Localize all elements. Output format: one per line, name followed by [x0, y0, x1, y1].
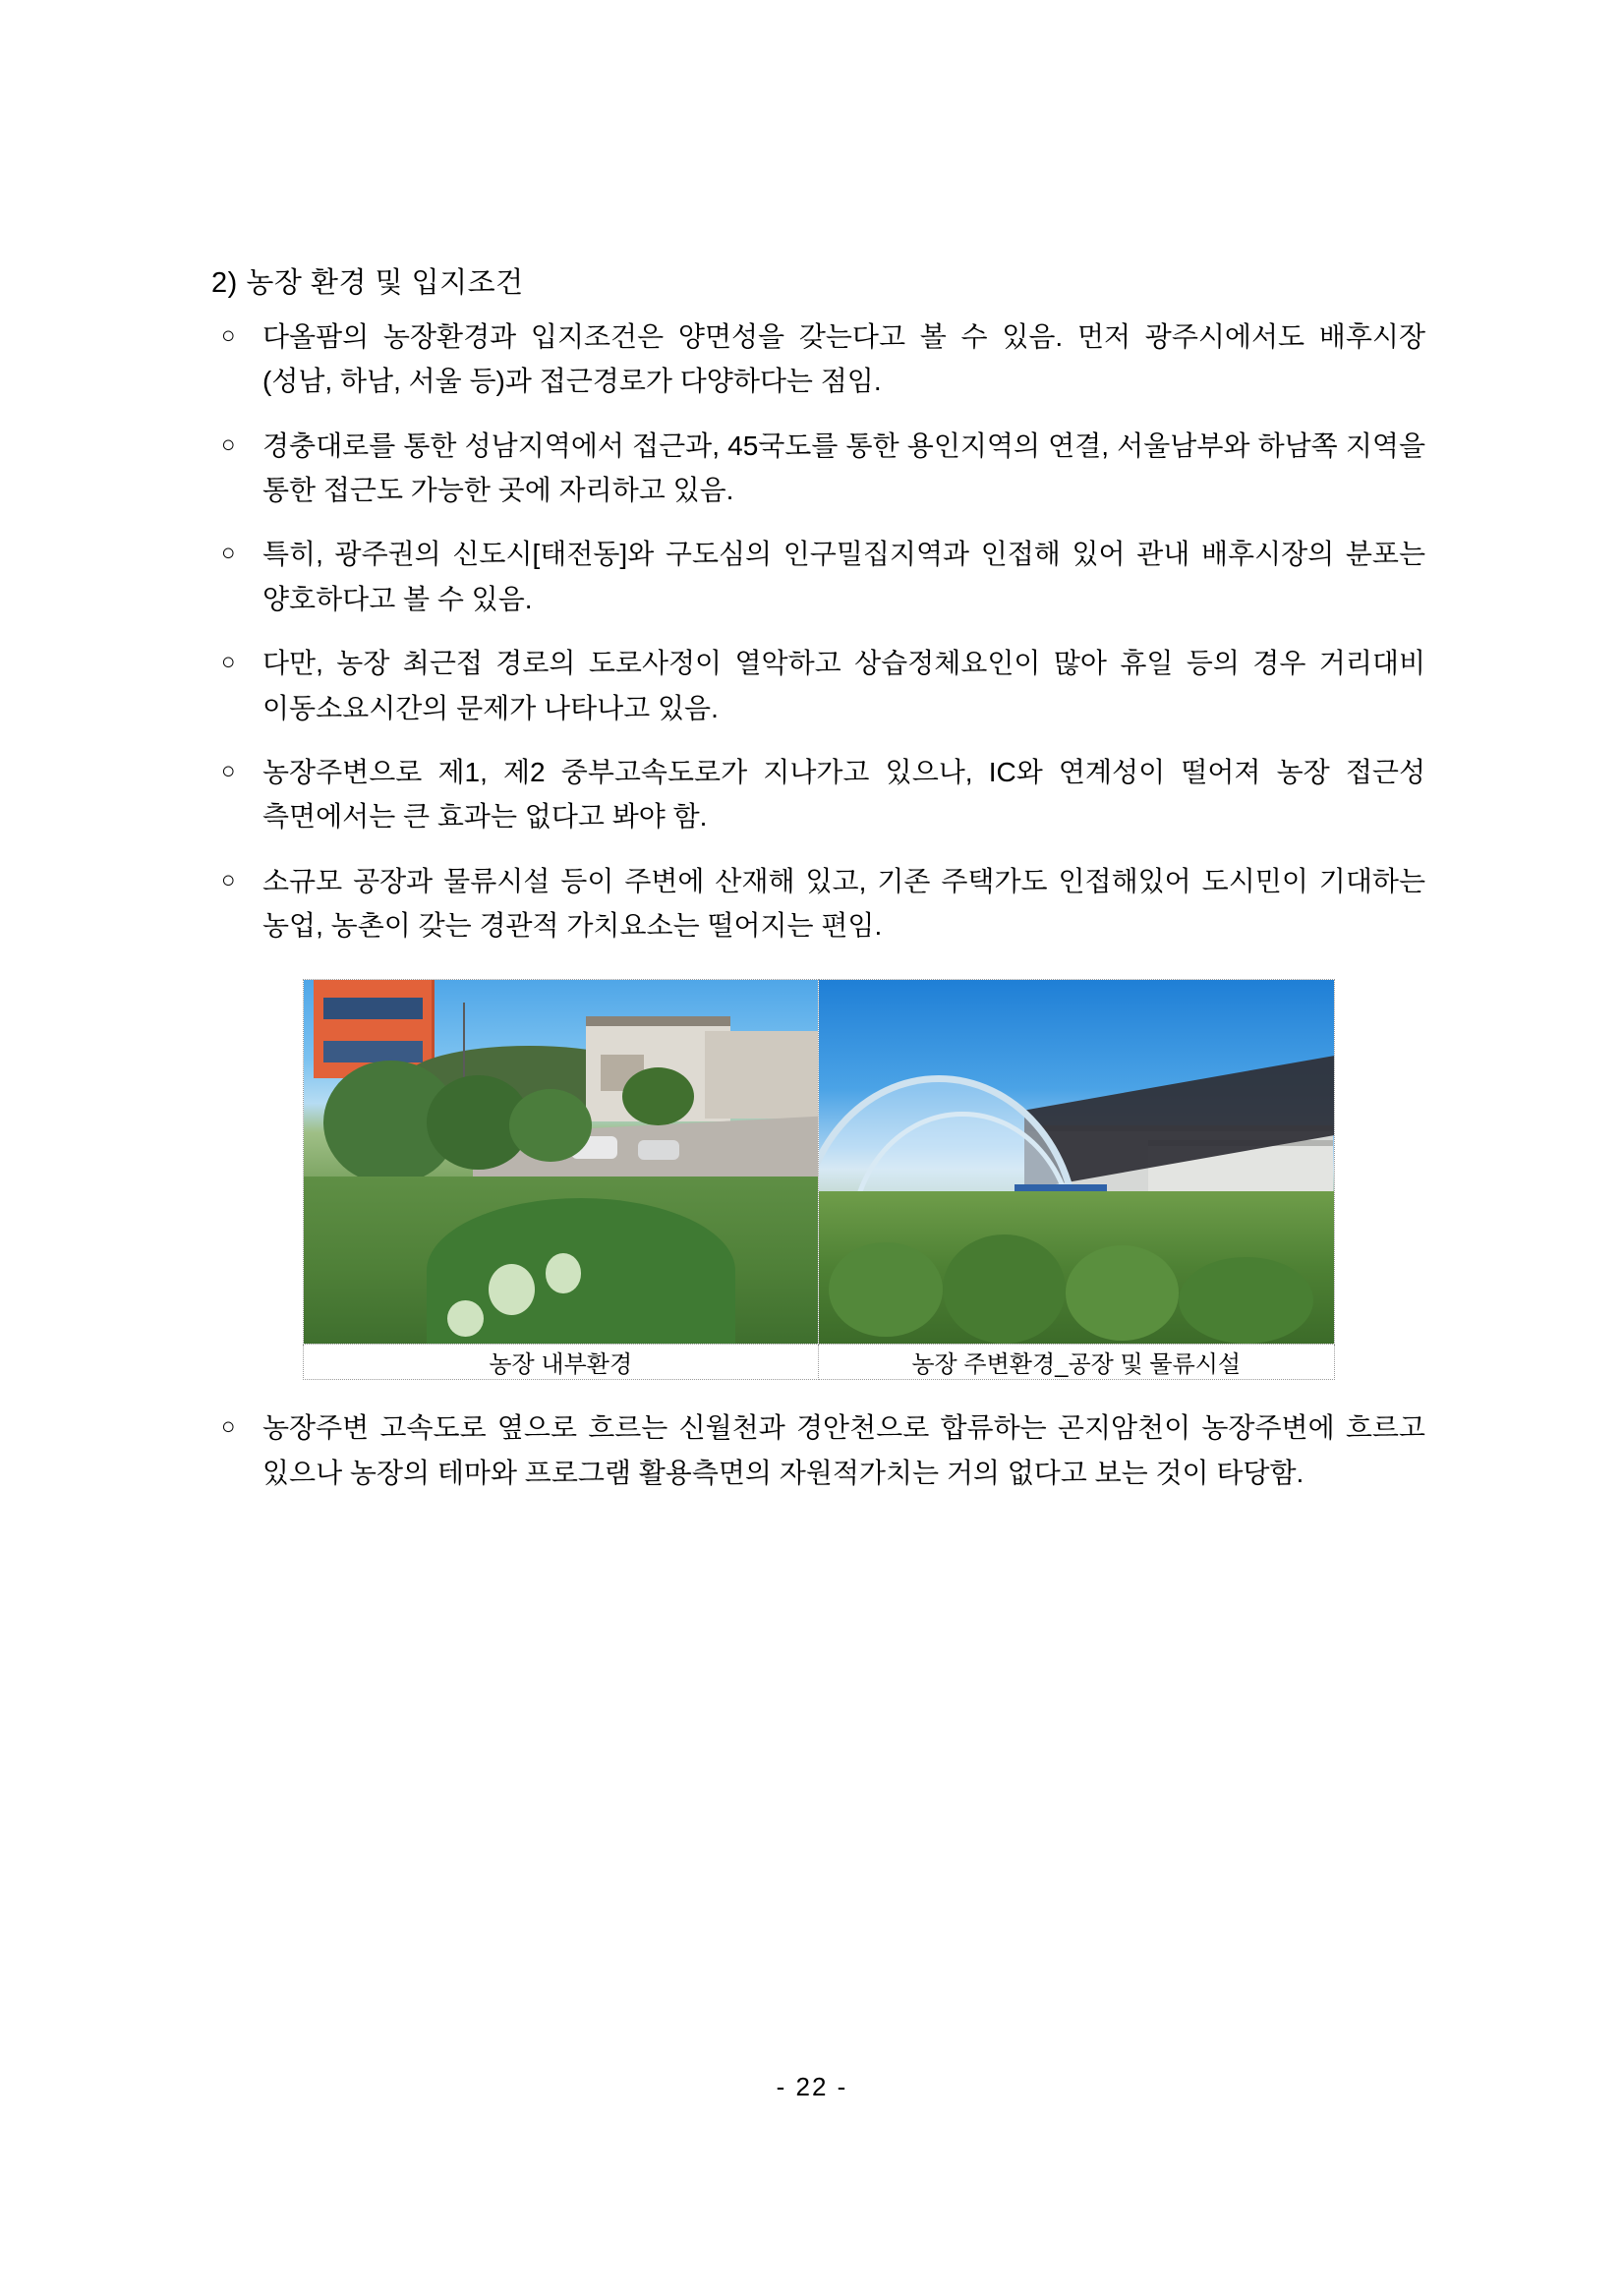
bullet-list-primary — [211, 315, 1425, 947]
list-item-text: 소규모 공장과 물류시설 등이 주변에 산재해 있고, 기존 주택가도 인접해있어 도시민이 기대하는 농업, 농촌이 갖는 경관적 가치요소는 떨어지는 편임. — [262, 865, 1425, 941]
list-item — [211, 641, 1425, 730]
bullet-marker-icon: ○ — [221, 322, 236, 349]
figure-cell-right — [819, 980, 1335, 1345]
car-shape — [638, 1140, 679, 1160]
figure-table — [303, 979, 1335, 1380]
list-item-text: 경충대로를 통한 성남지역에서 접근과, 45국도를 통한 용인지역의 연결, 서울남부와 하남쪽 지역을 통한 접근도 가능한 곳에 자리하고 있음. — [262, 430, 1425, 506]
list-item — [211, 424, 1425, 513]
list-item — [211, 1406, 1425, 1495]
bullet-marker-icon: ○ — [221, 540, 236, 567]
bullet-marker-icon: ○ — [221, 430, 236, 458]
bullet-marker-icon: ○ — [221, 1413, 236, 1441]
leaf-shape — [829, 1242, 942, 1337]
bullet-list-secondary — [211, 1406, 1425, 1495]
list-item-text: 농장주변으로 제1, 제2 중부고속도로가 지나가고 있으나, IC와 연계성이 떨어져 농장 접근성 측면에서는 큰 효과는 없다고 봐야 함. — [262, 756, 1425, 832]
flower-shape — [447, 1300, 484, 1337]
section-heading: 2) 농장 환경 및 입지조건 — [211, 267, 524, 299]
farm-surroundings-photo — [819, 980, 1334, 1344]
figure-cell-left — [303, 980, 819, 1345]
white-building-shape-2 — [705, 1031, 818, 1119]
flower-shape — [546, 1253, 582, 1293]
figure-caption-right: 농장 주변환경_공장 및 물류시설 — [819, 1345, 1335, 1380]
list-item — [211, 532, 1425, 621]
list-item-text: 다만, 농장 최근접 경로의 도로사정이 열악하고 상습정체요인이 많아 휴일 등의 경우 거리대비 이동소요시간의 문제가 나타나고 있음. — [262, 648, 1425, 723]
figure-block — [211, 979, 1425, 1380]
list-item-text: 다올팜의 농장환경과 입지조건은 양면성을 갖는다고 볼 수 있음. 먼저 광주시에서도 배후시장(성남, 하남, 서울 등)과 접근경로가 다양하다는 점임. — [262, 321, 1425, 397]
list-item-text: 농장주변 고속도로 옆으로 흐르는 신월천과 경안천으로 합류하는 곤지암천이 농장주변에 흐르고 있으나 농장의 테마와 프로그램 활용측면의 자원적가치는 거의 없다고 보는 것이 타당함. — [262, 1412, 1425, 1488]
bullet-marker-icon: ○ — [221, 649, 236, 676]
leaf-shape — [943, 1234, 1067, 1344]
list-item — [211, 859, 1425, 948]
figure-caption-left: 농장 내부환경 — [303, 1345, 819, 1380]
farm-interior-photo — [304, 980, 819, 1344]
list-item — [211, 750, 1425, 839]
page-content — [211, 260, 1425, 1495]
flower-shape — [489, 1264, 535, 1315]
bullet-marker-icon: ○ — [221, 757, 236, 784]
tree-shape — [509, 1089, 592, 1162]
leaf-shape — [1066, 1245, 1179, 1340]
list-item — [211, 315, 1425, 404]
antenna-pole-shape — [463, 1003, 465, 1082]
page-number: - 22 - — [776, 2072, 848, 2101]
leaf-shape — [1179, 1257, 1312, 1345]
list-item-text: 특히, 광주권의 신도시[태전동]와 구도심의 인구밀집지역과 인접해 있어 관내 배후시장의 분포는 양호하다고 볼 수 있음. — [262, 539, 1425, 614]
bullet-marker-icon: ○ — [221, 866, 236, 893]
